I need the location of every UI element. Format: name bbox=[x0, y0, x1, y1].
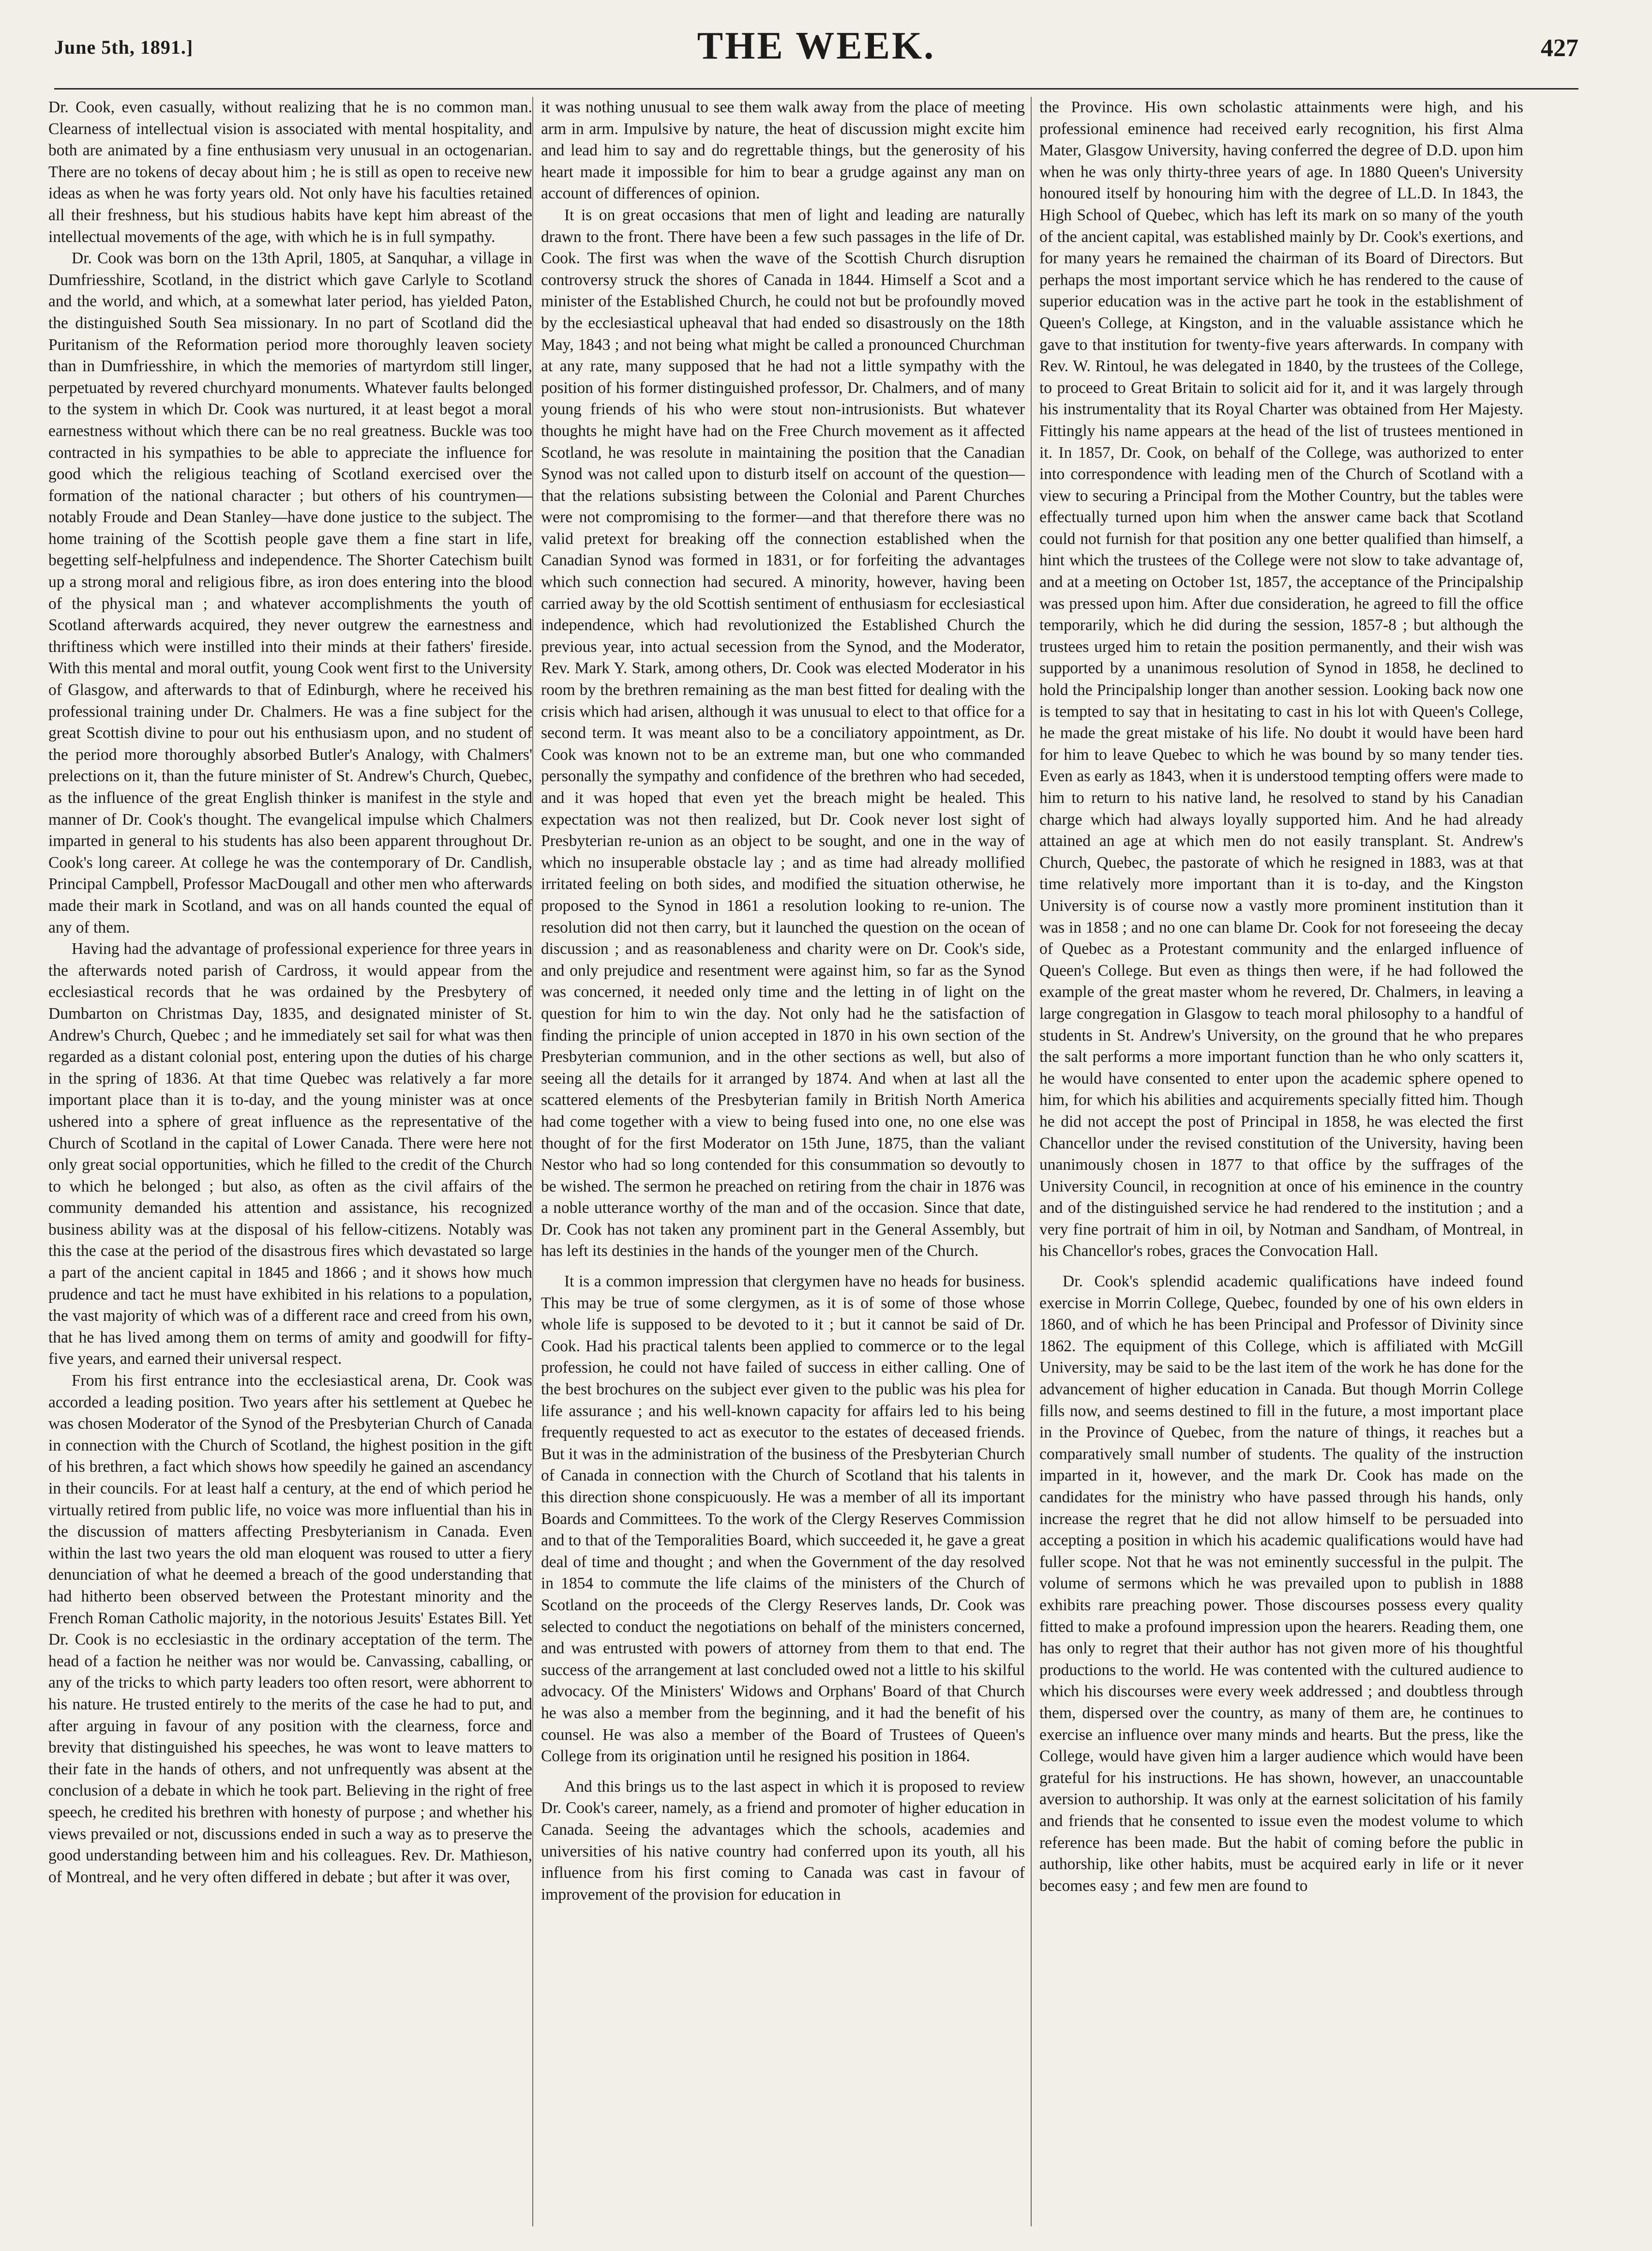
article-column-3 bbox=[1039, 97, 1523, 2231]
header-rule bbox=[54, 88, 1578, 90]
paragraph: Dr. Cook, even casually, without realizing that he is no common man. Clearness of intellectual vision is associated with mental hospitality, and both are animated by a fine enthusiasm very unusual in an octogenarian. There are no tokens of decay about him ; he is still as open to receive new ideas as when he was forty years old. Not only have his faculties retained all their freshness, but his studious habits have kept him abreast of the intellectual movements of the age, with which he is in full sympathy. bbox=[48, 98, 532, 246]
paragraph: From his first entrance into the ecclesiastical arena, Dr. Cook was accorded a leading position. Two years after his settlement at Quebec he was chosen Moderator of the Synod of the Presbyterian Church of Canada in connection with the Church of Scotland, the highest position in the gift of his brethren, a fact which shows how speedily he gained an ascendancy in their councils. For at least half a century, at the end of which period he virtually retired from public life, no voice was more influential than his in the discussion of matters affecting Presbyterianism in Canada. Even within the last two years the old man eloquent was roused to utter a fiery denunciation of what he deemed a breach of the good understanding that had hitherto been observed between the Protestant minority and the French Roman Catholic majority, in the notorious Jesuits' Estates Bill. Yet Dr. Cook is no ecclesiastic in the ordinary acceptation of the term. The head of a faction he neither was nor would be. Canvassing, caballing, or any of the tricks to which party leaders too often resort, were abhorrent to his nature. He trusted entirely to the merits of the case he had to put, and after arguing in favour of any position with the clearness, force and brevity that distinguished his speeches, he was wont to leave matters to their fate in the hands of others, and not unfrequently was absent at the conclusion of a debate in which he took part. Believing in the right of free speech, he credited his brethren with honesty of purpose ; and whether his views prevailed or not, discussions ended in such a way as to preserve the good understanding between him and his colleagues. Rev. Dr. Mathieson, of Montreal, and he very often differed in debate ; but after it was over, bbox=[48, 1372, 532, 1886]
page-number: 427 bbox=[1541, 34, 1578, 62]
publication-title: THE WEEK. bbox=[697, 25, 936, 67]
paragraph: it was nothing unusual to see them walk away from the place of meeting arm in arm. Impulsive by nature, the heat of discussion might excite him and lead him to say and do regrettable things, but the generosity of his heart made it impossible for him to bear a grudge against any man on account of differences of opinion. bbox=[541, 98, 1025, 203]
paragraph: Dr. Cook was born on the 13th April, 1805, at Sanquhar, a village in Dumfriesshire, Scotland, in the district which gave Carlyle to Scotland and the world, and which, at a somewhat later period, has yielded Paton, the distinguished South Sea missionary. In no part of Scotland did the Puritanism of the Reformation period more thoroughly leaven society than in Dumfriesshire, in which the memories of martyrdom still linger, perpetuated by revered churchyard monuments. Whatever faults belonged to the system in which Dr. Cook was nurtured, it at least begot a moral earnestness without which there can be no real greatness. Buckle was too contracted in his sympathies to be able to appreciate the influence for good which the religious teaching of Scotland exercised over the formation of the national character ; but others of his countrymen—notably Froude and Dean Stanley—have done justice to the subject. The home training of the Scottish people gave them a fine start in life, begetting self-helpfulness and independence. The Shorter Catechism built up a strong moral and religious fibre, as iron does entering into the blood of the physical man ; and whatever accomplishments the youth of Scotland afterwards acquired, they never outgrew the earnestness and thriftiness which were instilled into their minds at their fathers' fireside. With this mental and moral outfit, young Cook went first to the University of Glasgow, and afterwards to that of Edinburgh, where he received his professional training under Dr. Chalmers. He was a fine subject for the great Scottish divine to pour out his enthusiasm upon, and no student of the period more thoroughly absorbed Butler's Analogy, with Chalmers' prelections on it, than the future minister of St. Andrew's Church, Quebec, as the influence of the great English thinker is manifest in the style and manner of Dr. Cook's thought. The evangelical impulse which Chalmers imparted in general to his students has also been apparent throughout Dr. Cook's long career. At college he was the contemporary of Dr. Candlish, Principal Campbell, Professor MacDougall and other men who afterwards made their mark in Scotland, and was on all hands counted the equal of any of them. bbox=[48, 249, 532, 937]
paragraph: Dr. Cook's splendid academic qualifications have indeed found exercise in Morrin College, Quebec, founded by one of his own elders in 1860, and of which he has been Principal and Professor of Divinity since 1862. The equipment of this College, which is affiliated with McGill University, may be said to be the last item of the work he has done for the advancement of higher education in Canada. But though Morrin College fills now, and seems destined to fill in the future, a most important place in the Province of Quebec, from the nature of things, it reaches but a comparatively small number of students. The quality of the instruction imparted in it, however, and the mark Dr. Cook has made on the candidates for the ministry who have passed through his hands, only increase the regret that he did not allow himself to be persuaded into accepting a position in which his academic qualifications would have had fuller scope. Not that he was not eminently successful in the pulpit. The volume of sermons which he was prevailed upon to publish in 1888 exhibits rare preaching power. Those discourses possess every quality fitted to make a profound impression upon the hearers. Reading them, one has only to regret that their author has not given more of his thoughtful productions to the world. He was contented with the cultured audience to which his discourses were every week addressed ; and doubtless through them, dispersed over the country, as many of them are, he continues to exercise an influence over many minds and hearts. But the press, like the College, would have given him a larger audience which would have been grateful for his instructions. He has shown, however, an unaccountable aversion to authorship. It was only at the earnest solicitation of his family and friends that he consented to issue even the modest volume to which reference has been made. But the habit of coming before the public in authorship, like other habits, must be acquired early in life or it never becomes easy ; and few men are found to bbox=[1039, 1272, 1523, 1895]
column-divider bbox=[532, 97, 533, 2226]
paragraph: the Province. His own scholastic attainments were high, and his professional eminence had received early recognition, his first Alma Mater, Glasgow University, having conferred the degree of D.D. upon him when he was only thirty-three years of age. In 1880 Queen's University honoured itself by honouring him with the degree of LL.D. In 1843, the High School of Quebec, which has left its mark on so many of the youth of the ancient capital, was established mainly by Dr. Cook's exertions, and for many years he remained the chairman of its Board of Directors. But perhaps the most important service which he has rendered to the cause of superior education was in the active part he took in the establishment of Queen's College, at Kingston, and in the valuable assistance which he gave to that institution for twenty-five years afterwards. In company with Rev. W. Rintoul, he was delegated in 1840, by the trustees of the College, to proceed to Great Britain to solicit aid for it, and it was largely through his instrumentality that its Royal Charter was obtained from Her Majesty. Fittingly his name appears at the head of the list of trustees mentioned in it. In 1857, Dr. Cook, on behalf of the College, was authorized to enter into correspondence with leading men of the Church of Scotland with a view to securing a Principal from the Mother Country, but the tables were effectually turned upon him when the answer came back that Scotland could not furnish for that position any one better qualified than himself, a hint which the trustees of the College were not slow to take advantage of, and at a meeting on October 1st, 1857, the acceptance of the Principalship was pressed upon him. After due consideration, he agreed to fill the office temporarily, which he did during the session, 1857-8 ; but although the trustees urged him to retain the position permanently, and their wish was supported by a unanimous resolution of Synod in 1858, he declined to hold the Principalship longer than another session. Looking back now one is tempted to say that in hesitating to cast in his lot with Queen's College, he made the great mistake of his life. No doubt it would have been hard for him to leave Quebec to which he was bound by so many tender ties. Even as early as 1843, when it is understood tempting offers were made to him to return to his native land, he resolved to stand by his Canadian charge which had always loyally supported him. And he had already attained an age at which men do not easily transplant. St. Andrew's Church, Quebec, the pastorate of which he resigned in 1883, was at that time relatively more important than it is to-day, and the Kingston University is of course now a vastly more prominent institution than it was in 1858 ; and no one can blame Dr. Cook for not foreseeing the decay of Quebec as a Protestant community and the enlarged influence of Queen's College. But even as things then were, if he had followed the example of the great master whom he revered, Dr. Chalmers, in leaving a large congregation in Glasgow to teach moral philosophy to a handful of students in St. Andrew's University, on the ground that he who prepares the salt performs a more important function than he who only scatters it, he would have consented to enter upon the academic sphere opened to him, for which his abilities and acquirements specially fitted him. Though he did not accept the post of Principal in 1858, he was elected the first Chancellor under the revised constitution of the University, having been unanimously chosen in 1877 to that office by the suffrages of the University Council, in recognition at once of his eminence in the country and of the distinguished service he had rendered to the institution ; and a very fine portrait of him in oil, by Notman and Sandham, of Montreal, in his Chancellor's robes, graces the Convocation Hall. bbox=[1039, 98, 1523, 1260]
article-column-2 bbox=[541, 97, 1025, 2231]
paragraph: It is on great occasions that men of light and leading are naturally drawn to the front. There have been a few such passages in the life of Dr. Cook. The first was when the wave of the Scottish Church disruption controversy struck the shores of Canada in 1844. Himself a Scot and a minister of the Established Church, he could not but be profoundly moved by the ecclesiastical upheaval that had ended so disastrously on the 18th May, 1843 ; and not being what might be called a pronounced Churchman at any rate, many supposed that he had not a little sympathy with the position of his former distinguished professor, Dr. Chalmers, and of many young friends of his who were stout non-intrusionists. But whatever thoughts he might have had on the Free Church movement as it affected Scotland, he was resolute in maintaining the position that the Canadian Synod was not called upon to disturb itself on account of the question—that the relations subsisting between the Colonial and Parent Churches were not compromising to the former—and that therefore there was no valid pretext for breaking off the connection established when the Canadian Synod was formed in 1831, or for forfeiting the advantages which such connection had secured. A minority, however, having been carried away by the old Scottish sentiment of enthusiasm for ecclesiastical independence, which had revolutionized the Established Church the previous year, into actual secession from the Synod, and the Moderator, Rev. Mark Y. Stark, among others, Dr. Cook was elected Moderator in his room by the brethren remaining as the man best fitted for dealing with the crisis which had arisen, although it was unusual to elect to that office for a second term. It was meant also to be a conciliatory appointment, as Dr. Cook was known not to be an extreme man, but one who commanded personally the sympathy and confidence of the brethren who had seceded, and it was hoped that even yet the breach might be healed. This expectation was not then realized, but Dr. Cook never lost sight of Presbyterian re-union as an object to be sought, and one in the way of which no insuperable obstacle lay ; and as time had already mollified irritated feeling on both sides, and modified the situation otherwise, he proposed to the Synod in 1861 a resolution looking to re-union. The resolution did not then carry, but it launched the question on the ocean of discussion ; and as reasonableness and charity were on Dr. Cook's side, and only prejudice and resentment were against him, so far as the Synod was concerned, it needed only time and the letting in of light on the question for him to win the day. Not only had he the satisfaction of finding the principle of union accepted in 1870 in his own section of the Presbyterian communion, and in the other sections as well, but also of seeing all the details for it arranged by 1874. And when at last all the scattered elements of the Presbyterian family in British North America had come together with a view to being fused into one, no one else was thought of for the first Moderator on 15th June, 1875, than the valiant Nestor who had so long contended for this consummation so devoutly to be wished. The sermon he preached on retiring from the chair in 1876 was a noble utterance worthy of the man and of the occasion. Since that date, Dr. Cook has not taken any prominent part in the General Assembly, but has left its destinies in the hands of the younger men of the Church. bbox=[541, 206, 1025, 1260]
paragraph: And this brings us to the last aspect in which it is proposed to review Dr. Cook's career, namely, as a friend and promoter of higher education in Canada. Seeing the advantages which the schools, academies and universities of his native country had conferred upon its youth, all his influence from his first coming to Canada was cast in favour of improvement of the provision for education in bbox=[541, 1777, 1025, 1904]
paragraph: Having had the advantage of professional experience for three years in the afterwards noted parish of Cardross, it would appear from the ecclesiastical records that he was ordained by the Presbytery of Dumbarton on Christmas Day, 1835, and designated minister of St. Andrew's Church, Quebec ; and he immediately set sail for what was then regarded as a distant colonial post, entering upon the duties of his charge in the spring of 1836. At that time Quebec was relatively a far more important place than it is to-day, and the young minister was at once ushered into a sphere of great influence as the representative of the Church of Scotland in the capital of Lower Canada. There were here not only great social opportunities, which he filled to the credit of the Church to which he belonged ; but also, as often as the civil affairs of the community demanded his attention and assistance, his recognized business ability was at the disposal of his fellow-citizens. Notably was this the case at the period of the disastrous fires which devastated so large a part of the ancient capital in 1845 and 1866 ; and it shows how much prudence and tact he must have exhibited in his relations to a population, the vast majority of which was of a different race and creed from his own, that he has lived among them on terms of amity and goodwill for fifty-five years, and earned their universal respect. bbox=[48, 940, 532, 1368]
issue-date: June 5th, 1891.] bbox=[54, 36, 194, 58]
column-divider bbox=[1031, 97, 1032, 2226]
paragraph: It is a common impression that clergymen have no heads for business. This may be true of some clergymen, as it is of some of those whose whole life is supposed to be devoted to it ; but it cannot be said of Dr. Cook. Had his practical talents been applied to commerce or to the legal profession, he could not have failed of success in either calling. One of the best brochures on the subject ever given to the public was his plea for life assurance ; and his well-known capacity for affairs led to his being frequently requested to act as executor to the estates of deceased friends. But it was in the administration of the business of the Presbyterian Church of Canada in connection with the Church of Scotland that his talents in this direction shone conspicuously. He was a member of all its important Boards and Committees. To the work of the Clergy Reserves Commission and to that of the Temporalities Board, which succeeded it, he gave a great deal of time and thought ; and when the Government of the day resolved in 1854 to commute the life claims of the ministers of the Church of Scotland on the proceeds of the Clergy Reserves lands, Dr. Cook was selected to conduct the negotiations on behalf of the ministers concerned, and was entrusted with powers of attorney from them to that end. The success of the arrangement at last concluded owed not a little to his skilful advocacy. Of the Ministers' Widows and Orphans' Board of that Church he was also a member from the beginning, and it had the benefit of his counsel. He was also a member of the Board of Trustees of Queen's College from its origination until he resigned his position in 1864. bbox=[541, 1272, 1025, 1766]
page-header bbox=[54, 21, 1578, 79]
article-column-1 bbox=[48, 97, 532, 2231]
